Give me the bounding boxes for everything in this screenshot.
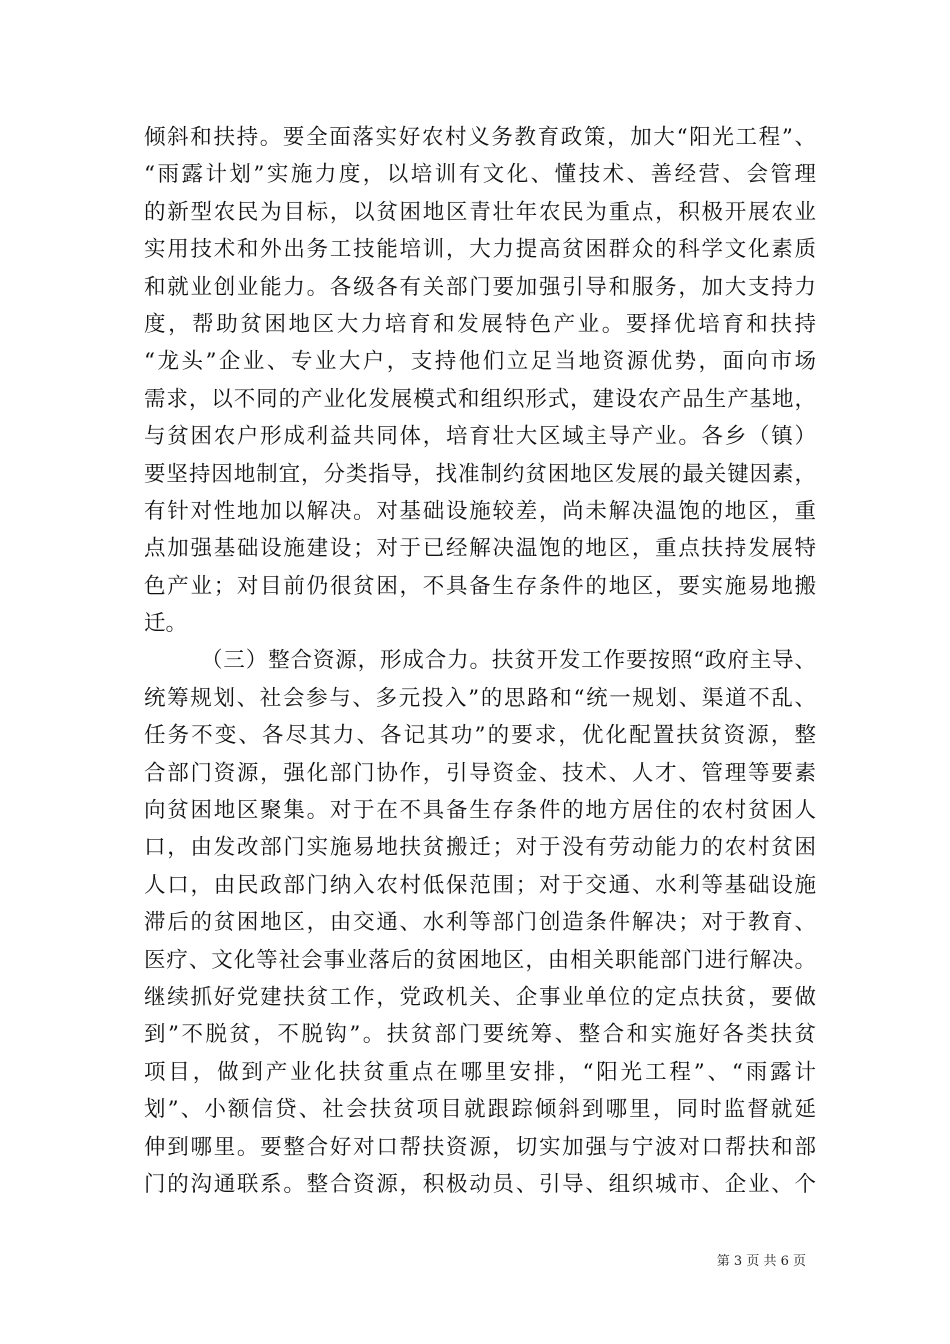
text-line: 要坚持因地制宜，分类指导，找准制约贫困地区发展的最关键因素， [144, 461, 816, 487]
text-line: 统筹规划、社会参与、多元投入”的思路和“统一规划、渠道不乱、 [144, 685, 816, 711]
text-line: 点加强基础设施建设；对于已经解决温饱的地区，重点扶持发展特 [144, 536, 816, 562]
text-line: 任务不变、各尽其力、各记其功”的要求，优化配置扶贫资源，整 [144, 723, 816, 749]
text-line: 伸到哪里。要整合好对口帮扶资源，切实加强与宁波对口帮扶和部 [144, 1134, 816, 1160]
paragraph-1 [144, 119, 816, 642]
text-line: 有针对性地加以解决。对基础设施较差，尚未解决温饱的地区，重 [144, 498, 816, 524]
text-line: 和就业创业能力。各级各有关部门要加强引导和服务，加大支持力 [144, 274, 816, 300]
text-line: 实用技术和外出务工技能培训，大力提高贫困群众的科学文化素质 [144, 237, 816, 263]
text-line: 医疗、文化等社会事业落后的贫困地区，由相关职能部门进行解决。 [144, 947, 816, 973]
text-line: 迁。 [144, 611, 188, 637]
text-line: 合部门资源，强化部门协作，引导资金、技术、人才、管理等要素 [144, 760, 816, 786]
text-line: 向贫困地区聚集。对于在不具备生存条件的地方居住的农村贫困人 [144, 798, 816, 824]
text-line: 口，由发改部门实施易地扶贫搬迁；对于没有劳动能力的农村贫困 [144, 835, 816, 861]
text-line: 度，帮助贫困地区大力培育和发展特色产业。要择优培育和扶持 [144, 311, 816, 337]
text-line: 色产业；对目前仍很贫困，不具备生存条件的地区，要实施易地搬 [144, 573, 816, 599]
text-line: 项目，做到产业化扶贫重点在哪里安排，“阳光工程”、“雨露计 [144, 1059, 816, 1085]
text-line: 到”不脱贫，不脱钩”。扶贫部门要统筹、整合和实施好各类扶贫 [144, 1022, 816, 1048]
text-line: 门的沟通联系。整合资源，积极动员、引导、组织城市、企业、个 [144, 1171, 816, 1197]
text-line: 滞后的贫困地区，由交通、水利等部门创造条件解决；对于教育、 [144, 910, 816, 936]
text-line: “雨露计划”实施力度，以培训有文化、懂技术、善经营、会管理 [144, 162, 816, 188]
text-line: 的新型农民为目标，以贫困地区青壮年农民为重点，积极开展农业 [144, 199, 816, 225]
text-line: 倾斜和扶持。要全面落实好农村义务教育政策，加大“阳光工程”、 [144, 125, 816, 150]
text-line: “龙头”企业、专业大户，支持他们立足当地资源优势，面向市场 [144, 349, 816, 375]
page-number: 第 3 页 共 6 页 [716, 1254, 806, 1269]
document-body [144, 119, 816, 1203]
text-line: 人口，由民政部门纳入农村低保范围；对于交通、水利等基础设施 [144, 872, 816, 898]
text-line: 与贫困农户形成利益共同体，培育壮大区域主导产业。各乡（镇） [144, 424, 816, 450]
text-line: 划”、小额信贷、社会扶贫项目就跟踪倾斜到哪里，同时监督就延 [144, 1097, 816, 1123]
text-line: 需求，以不同的产业化发展模式和组织形式，建设农产品生产基地， [144, 386, 816, 412]
paragraph-2 [144, 642, 816, 1203]
text-line: 继续抓好党建扶贫工作，党政机关、企事业单位的定点扶贫，要做 [144, 984, 816, 1010]
text-line: （三）整合资源，形成合力。扶贫开发工作要按照“政府主导、 [201, 648, 816, 674]
